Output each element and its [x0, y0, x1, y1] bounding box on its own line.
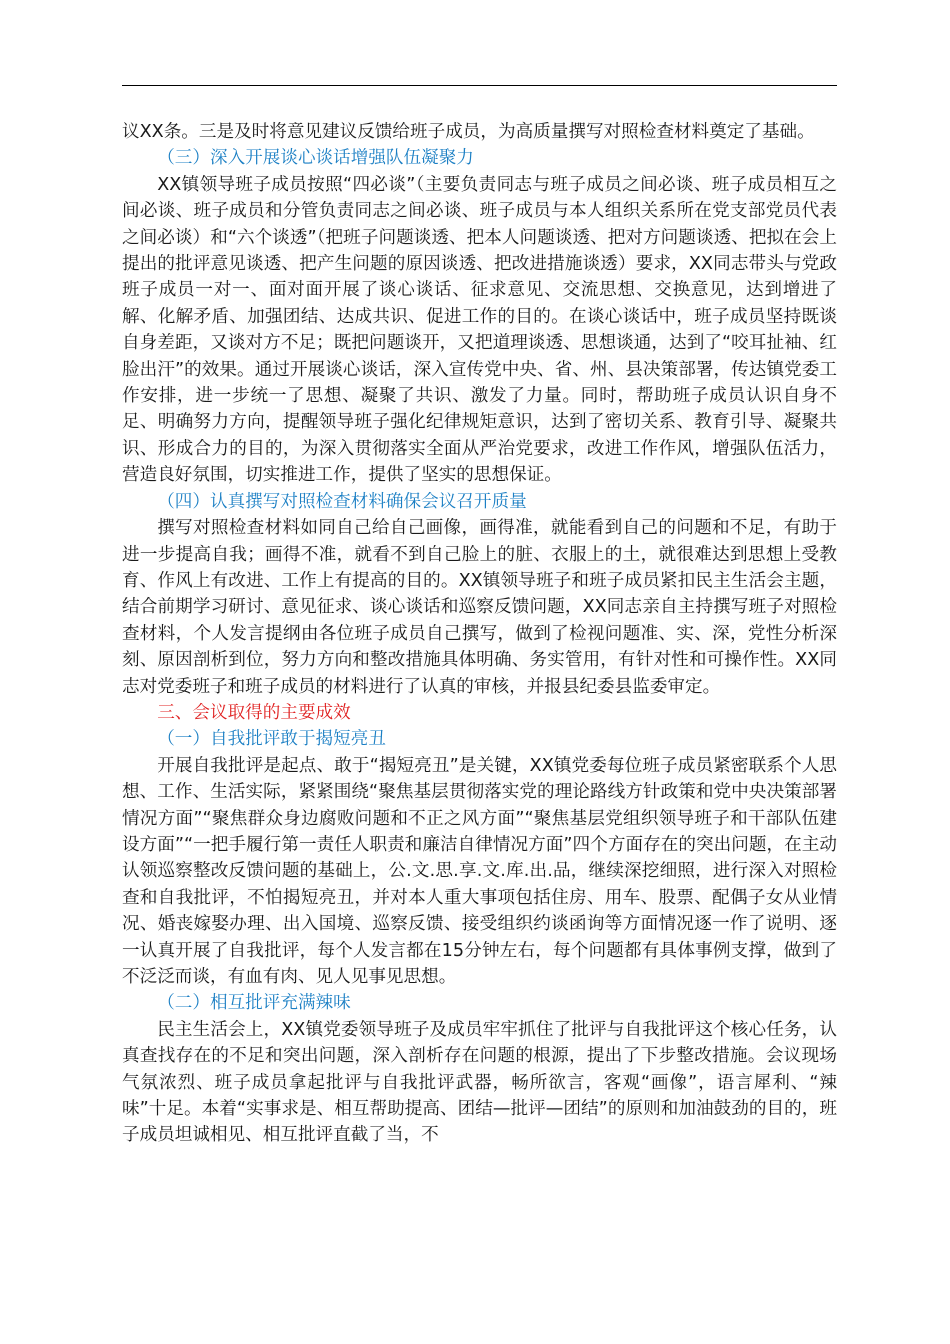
- subheading-talks: （三）深入开展谈心谈话增强队伍凝聚力: [157, 148, 474, 169]
- paragraph-mutual-criticism: 民主生活会上，XX镇党委领导班子及成员牢牢抓住了批评与自我批评这个核心任务，认真查找存在的不足和突出问题，深入剖析存在问题的根源，提出了下步整改措施。会议现场气氛浓烈、班子成员拿起批评与自我批评武器，畅所欲言，客观“画像”，语言犀利、“辣味”十足。本着“实事求是、相互帮助提高、团结—批评—团结”的原则和加油鼓劲的目的，班子成员坦诚相见、相互批评直截了当，不: [122, 1019, 837, 1146]
- document-body: [122, 119, 837, 1149]
- paragraph-talks: XX镇领导班子成员按照“四必谈”（主要负责同志与班子成员之间必谈、班子成员相互之间必谈、班子成员和分管负责同志之间必谈、班子成员与本人组织关系所在党支部党员代表之间必谈）和“六个谈透”（把班子问题谈透、把本人问题谈透、把对方问题谈透、把拟在会上提出的批评意见谈透、把产生问题的原因谈透、把改进措施谈透）要求，XX同志带头与党政班子成员一对一、面对面开展了谈心谈话、征求意见、交流思想、交换意见，达到增进了解、化解矛盾、加强团结、达成共识、促进工作的目的。在谈心谈话中，班子成员坚持既谈自身差距，又谈对方不足；既把问题谈开，又把道理谈透、思想谈通，达到了“咬耳扯袖、红脸出汗”的效果。通过开展谈心谈话，深入宣传党中央、省、州、县决策部署，传达镇党委工作安排，进一步统一了思想、凝聚了共识、激发了力量。同时，帮助班子成员认识自身不足、明确努力方向，提醒领导班子强化纪律规矩意识，达到了密切关系、教育引导、凝聚共识、形成合力的目的，为深入贯彻落实全面从严治党要求，改进工作作风，增强队伍活力，营造良好氛围，切实推进工作，提供了坚实的思想保证。: [122, 174, 837, 486]
- subheading-self-criticism: （一）自我批评敢于揭短亮丑: [157, 729, 386, 750]
- subheading-materials: （四）认真撰写对照检查材料确保会议召开质量: [157, 491, 527, 512]
- subheading-mutual-criticism: （二）相互批评充满辣味: [157, 993, 351, 1014]
- paragraph-continued: 议XX条。三是及时将意见建议反馈给班子成员，为高质量撰写对照检查材料奠定了基础。: [122, 122, 815, 142]
- paragraph-self-criticism: 开展自我批评是起点、敢于“揭短亮丑”是关键，XX镇党委每位班子成员紧密联系个人思想、工作、生活实际，紧紧围绕“聚焦基层贯彻落实党的理论路线方针政策和党中央决策部署情况方面”“聚焦群众身边腐败问题和不正之风方面”“聚焦基层党组织领导班子和干部队伍建设方面”“一把手履行第一责任人职责和廉洁自律情况方面”四个方面存在的突出问题，在主动认领巡察整改反馈问题的基础上，公.文.思.享.文.库.出.品，继续深挖细照，进行深入对照检查和自我批评，不怕揭短亮丑，并对本人重大事项包括住房、用车、股票、配偶子女从业情况、婚丧嫁娶办理、出入国境、巡察反馈、接受组织约谈函询等方面情况逐一作了说明、逐一认真开展了自我批评，每个人发言都在15分钟左右，每个问题都有具体事例支撑，做到了不泛泛而谈，有血有肉、见人见事见思想。: [122, 755, 837, 987]
- paragraph-materials: 撰写对照检查材料如同自己给自己画像，画得准，就能看到自己的问题和不足，有助于进一步提高自我；画得不准，就看不到自己脸上的脏、衣服上的土，就很难达到思想上受教育、作风上有改进、工作上有提高的目的。XX镇领导班子和班子成员紧扣民主生活会主题，结合前期学习研讨、意见征求、谈心谈话和巡察反馈问题，XX同志亲自主持撰写班子对照检查材料，个人发言提纲由各位班子成员自己撰写，做到了检视问题准、实、深，党性分析深刻、原因剖析到位，努力方向和整改措施具体明确、务实管用，有针对性和可操作性。XX同志对党委班子和班子成员的材料进行了认真的审核，并报县纪委县监委审定。: [122, 518, 837, 697]
- heading-achievements: 三、会议取得的主要成效: [157, 702, 351, 723]
- header-rule: [122, 85, 837, 86]
